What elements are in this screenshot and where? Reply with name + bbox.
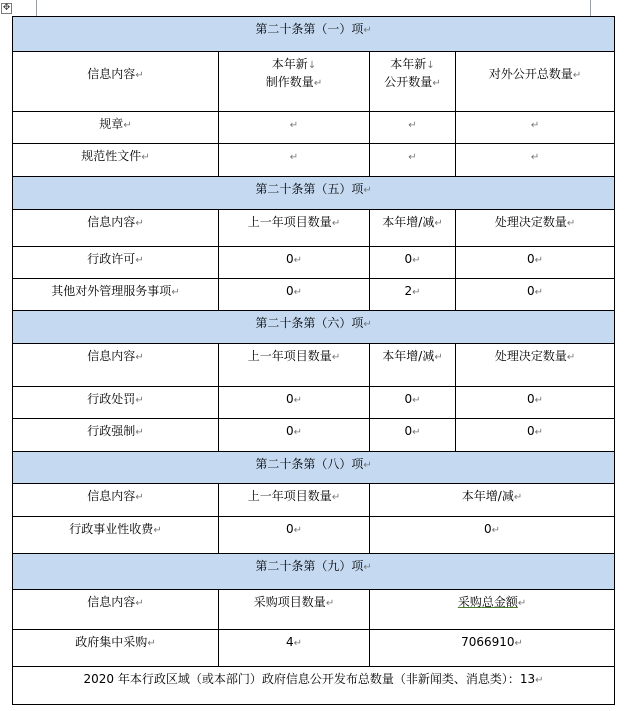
column-header: 上一年项目数量↵ bbox=[219, 344, 370, 387]
column-header: 本年增/减↵ bbox=[370, 484, 615, 517]
table-cell: ↵ bbox=[370, 112, 456, 144]
table-cell: 7066910↵ bbox=[370, 630, 615, 667]
section-header-row bbox=[13, 452, 615, 484]
section-header-row bbox=[13, 554, 615, 590]
table-cell: 0↵ bbox=[456, 279, 615, 311]
column-header: 本年新↓ 公开数量↵ bbox=[370, 52, 456, 112]
table-row bbox=[13, 630, 615, 667]
row-label: 其他对外管理服务事项↵ bbox=[13, 279, 219, 311]
column-header: 本年新↓ 制作数量↵ bbox=[219, 52, 370, 112]
column-header: 信息内容↵ bbox=[13, 210, 219, 247]
column-header: 信息内容↵ bbox=[13, 484, 219, 517]
margin-corner-mark bbox=[36, 0, 37, 16]
margin-corner-mark bbox=[590, 0, 591, 16]
row-label: 规章↵ bbox=[13, 112, 219, 144]
section-header-row bbox=[13, 177, 615, 210]
table-cell: ↵ bbox=[370, 144, 456, 177]
table-row bbox=[13, 517, 615, 554]
column-header: 本年增/减↵ bbox=[370, 344, 456, 387]
column-header: 上一年项目数量↵ bbox=[219, 210, 370, 247]
table-move-handle-icon[interactable]: ✥ bbox=[2, 3, 11, 13]
table-row bbox=[13, 419, 615, 452]
table-row bbox=[13, 279, 615, 311]
summary-text: 2020 年本行政区域（或本部门）政府信息公开发布总数量（非新闻类、消息类）：13↵ bbox=[13, 667, 615, 705]
column-header-row bbox=[13, 344, 615, 387]
row-label: 行政事业性收费↵ bbox=[13, 517, 219, 554]
column-header: 处理决定数量↵ bbox=[456, 344, 615, 387]
section-header-row bbox=[13, 311, 615, 344]
table-cell: 2↵ bbox=[370, 279, 456, 311]
section-title: 第二十条第（一）项↵ bbox=[13, 17, 615, 52]
column-header: 对外公开总数量↵ bbox=[456, 52, 615, 112]
table-cell: ↵ bbox=[219, 144, 370, 177]
table-cell: 0↵ bbox=[219, 419, 370, 452]
table-cell: 0↵ bbox=[370, 517, 615, 554]
table-cell: 0↵ bbox=[219, 517, 370, 554]
table-cell: 0↵ bbox=[456, 247, 615, 279]
section-title: 第二十条第（九）项↵ bbox=[13, 554, 615, 590]
column-header-row bbox=[13, 484, 615, 517]
section-title: 第二十条第（八）项↵ bbox=[13, 452, 615, 484]
table-cell: 0↵ bbox=[219, 279, 370, 311]
table-cell: 4↵ bbox=[219, 630, 370, 667]
table-cell: 0↵ bbox=[219, 247, 370, 279]
column-header: 采购项目数量↵ bbox=[219, 590, 370, 630]
column-header-row bbox=[13, 590, 615, 630]
column-header-row bbox=[13, 52, 615, 112]
table-cell: 0↵ bbox=[219, 387, 370, 419]
table-cell: ↵ bbox=[456, 112, 615, 144]
table-row bbox=[13, 387, 615, 419]
table-row bbox=[13, 247, 615, 279]
row-label: 行政强制↵ bbox=[13, 419, 219, 452]
column-header: 信息内容↵ bbox=[13, 590, 219, 630]
table-cell: 0↵ bbox=[456, 419, 615, 452]
column-header: 信息内容↵ bbox=[13, 344, 219, 387]
table-cell: 0↵ bbox=[456, 387, 615, 419]
column-header: 处理决定数量↵ bbox=[456, 210, 615, 247]
column-header-row bbox=[13, 210, 615, 247]
row-label: 政府集中采购↵ bbox=[13, 630, 219, 667]
table-cell: ↵ bbox=[219, 112, 370, 144]
table-cell: 0↵ bbox=[370, 387, 456, 419]
column-header: 本年增/减↵ bbox=[370, 210, 456, 247]
column-header: 采购总金额↵ bbox=[370, 590, 615, 630]
disclosure-table bbox=[12, 16, 615, 705]
row-label: 行政许可↵ bbox=[13, 247, 219, 279]
section-title: 第二十条第（六）项↵ bbox=[13, 311, 615, 344]
column-header: 信息内容↵ bbox=[13, 52, 219, 112]
row-label: 规范性文件↵ bbox=[13, 144, 219, 177]
row-label: 行政处罚↵ bbox=[13, 387, 219, 419]
table-cell: 0↵ bbox=[370, 247, 456, 279]
table-row bbox=[13, 112, 615, 144]
table-cell: 0↵ bbox=[370, 419, 456, 452]
table-row bbox=[13, 144, 615, 177]
summary-row bbox=[13, 667, 615, 705]
column-header: 上一年项目数量↵ bbox=[219, 484, 370, 517]
section-title: 第二十条第（五）项↵ bbox=[13, 177, 615, 210]
table-cell: ↵ bbox=[456, 144, 615, 177]
section-header-row bbox=[13, 17, 615, 52]
